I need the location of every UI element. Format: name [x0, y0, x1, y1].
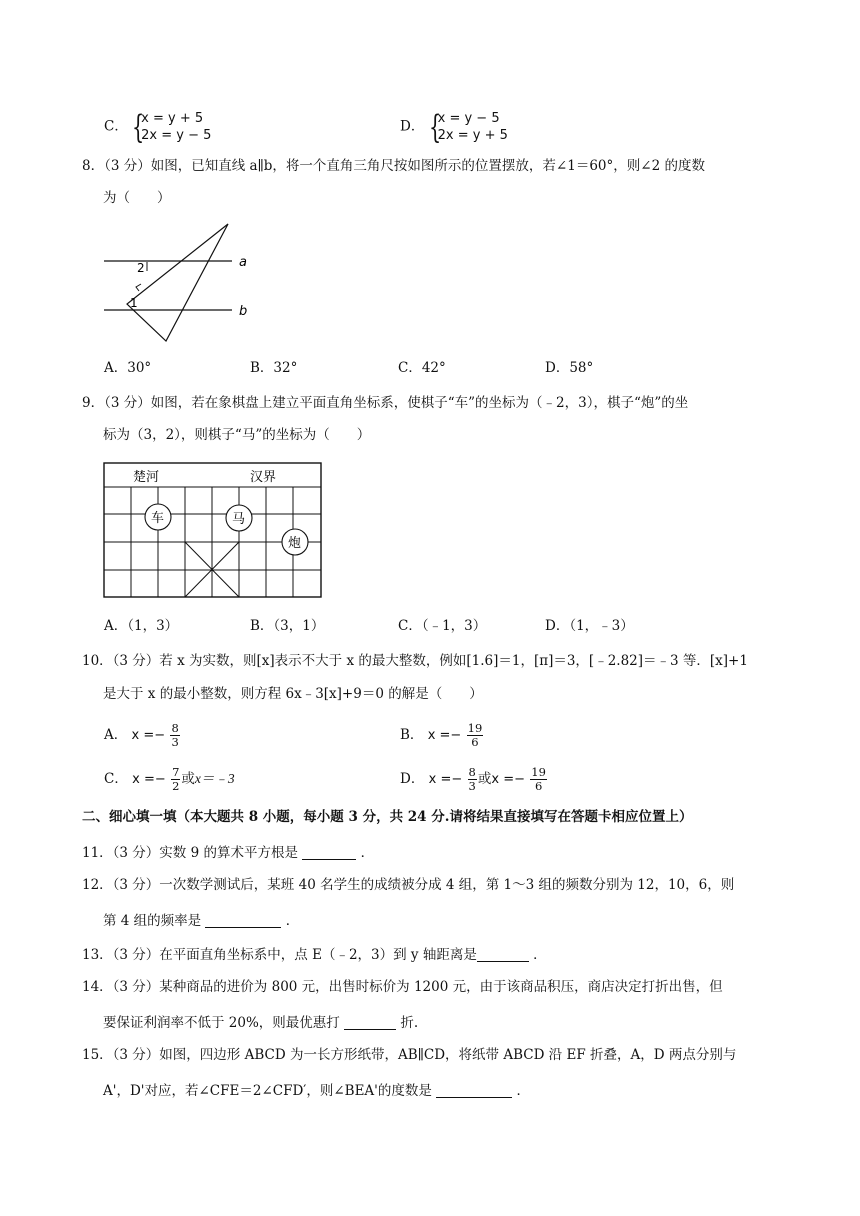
q10-b-pre: x =− [427, 728, 462, 743]
q10-c-den: 2 [172, 779, 180, 793]
q10-b-label: B． [400, 727, 424, 743]
q10-d-den2: 6 [534, 779, 543, 793]
q9-option-d: D．（1，﹣3） [545, 618, 634, 634]
q7-c-eq2: 2x = y − 5 [141, 128, 212, 143]
river-text-right: 汉界 [250, 470, 277, 485]
q10-stem-line1: 10．（3 分）若 x 为实数，则[x]表示不大于 x 的最大整数，例如[1.6]＝1，[π]＝3，[﹣2.82]＝﹣3 等．[x]+1 [82, 653, 748, 669]
q8-stem-line2: 为（ ） [103, 190, 171, 206]
piece-pao: 炮 [288, 536, 302, 551]
q14-answer-blank[interactable] [344, 1015, 396, 1030]
q10-a-label: A． [104, 727, 128, 743]
q12-text: 第 4 组的频率是 [103, 913, 202, 929]
q8-stem-line1: 8．（3 分）如图，已知直线 a∥b，将一个直角三角尺按如图所示的位置摆放，若∠1＝60°，则∠2 的度数 [82, 158, 705, 174]
q15-end: ． [516, 1083, 530, 1099]
brace-icon: { [132, 108, 145, 146]
q10-c-label: C． [104, 771, 128, 787]
q8-option-b: B．32° [250, 360, 298, 376]
q10-b-num: 19 [467, 720, 483, 735]
q12-end: ． [285, 913, 300, 929]
q9-option-c: C．（﹣1，3） [398, 618, 487, 634]
q10-option-c [104, 764, 235, 794]
q13-end: ． [533, 947, 547, 963]
q10-a-den: 3 [171, 735, 179, 749]
piece-che: 车 [151, 511, 165, 526]
q9-stem-line1: 9．（3 分）如图，若在象棋盘上建立平面直角坐标系，使棋子“车”的坐标为（﹣2，3），棋子“炮”的坐 [82, 395, 689, 411]
q8-option-d: D．58° [545, 360, 594, 376]
q14-end: 折. [400, 1015, 419, 1031]
q10-d-fraction-2 [530, 764, 547, 793]
section-2-heading: 二、细心填一填（本大题共 8 小题，每小题 3 分，共 24 分.请将结果直接填写在答题卡相应位置上） [82, 809, 693, 825]
q11-end: ． [360, 845, 375, 861]
label-b: b [239, 304, 248, 319]
q10-d-label: D． [400, 771, 425, 787]
q10-d-pre2: x =− [491, 772, 525, 787]
q13 [82, 947, 547, 963]
q7-option-d [400, 110, 508, 144]
q10-option-a [104, 720, 181, 750]
q10-a-pre: x =− [131, 728, 166, 743]
q14-text: 要保证利润率不低于 20%，则最优惠打 [103, 1015, 340, 1031]
q10-d-mid: 或 [477, 771, 492, 787]
q12-stem-line1: 12．（3 分）一次数学测试后，某班 40 名学生的成绩被分成 4 组，第 1～3 组的频数分别为 12，10，6，则 [82, 877, 735, 893]
q7-option-c-system [132, 110, 211, 144]
q10-c-num: 7 [172, 764, 180, 779]
q10-b-fraction [467, 720, 484, 749]
q11-answer-blank[interactable] [302, 845, 356, 860]
q10-a-fraction [170, 720, 179, 749]
q10-stem-line2: 是大于 x 的最小整数，则方程 6x﹣3[x]+9＝0 的解是（ ） [103, 686, 483, 702]
q8-option-c: C．42° [398, 360, 446, 376]
q9-stem-line2: 标为（3，2），则棋子“马”的坐标为（ ） [103, 427, 371, 443]
q15-answer-blank[interactable] [436, 1083, 512, 1098]
q7-option-d-system [429, 110, 508, 144]
triangle-ruler [127, 224, 228, 341]
q10-d-pre: x =− [428, 772, 463, 787]
q10-c-mid: 或 [181, 771, 195, 787]
right-angle-mark [136, 284, 141, 291]
q15-line2 [103, 1083, 530, 1099]
q10-d-num1: 8 [468, 764, 476, 779]
q10-c-post: x＝﹣3 [194, 771, 235, 786]
q12-line2 [103, 913, 299, 929]
q14-stem-line1: 14．（3 分）某种商品的进价为 800 元，出售时标价为 1200 元，由于该商品积压，商店决定打折出售，但 [82, 979, 723, 995]
label-angle-1: 1 [130, 296, 138, 310]
q13-answer-blank[interactable] [477, 947, 529, 962]
q7-option-c-label: C． [104, 118, 128, 135]
q9-option-a: A．（1，3） [104, 618, 179, 634]
q10-c-pre: x =− [132, 772, 166, 787]
q10-a-num: 8 [171, 720, 179, 735]
q7-c-eq1: x = y + 5 [141, 111, 204, 126]
q14-line2 [103, 1015, 418, 1031]
brace-icon: { [428, 108, 441, 146]
q15-stem-line1: 15．（3 分）如图，四边形 ABCD 为一长方形纸带，AB∥CD，将纸带 ABCD 沿 EF 折叠，A，D 两点分别与 [82, 1047, 737, 1063]
q12-answer-blank[interactable] [205, 913, 281, 928]
q10-c-fraction [171, 764, 180, 793]
q8-option-a: A．30° [104, 360, 152, 376]
chess-board [100, 460, 326, 600]
q7-option-c [104, 110, 211, 144]
q10-d-num2: 19 [531, 764, 546, 779]
label-angle-2: 2 [137, 261, 145, 275]
q8-figure [100, 218, 260, 346]
q7-option-d-label: D． [400, 118, 425, 135]
q10-d-fraction-1 [468, 764, 477, 793]
piece-ma: 马 [232, 512, 246, 527]
q10-option-b [400, 720, 484, 750]
q9-option-b: B．（3，1） [250, 618, 325, 634]
river-text-left: 楚河 [133, 470, 160, 485]
q10-option-d [400, 764, 548, 794]
q10-b-den: 6 [471, 735, 479, 749]
label-a: a [239, 255, 247, 270]
q7-d-eq1: x = y − 5 [437, 111, 500, 126]
q11 [82, 845, 374, 861]
q7-d-eq2: 2x = y + 5 [437, 128, 508, 143]
q10-d-den1: 3 [468, 779, 476, 793]
q15-text: A'，D'对应，若∠CFE＝2∠CFD′，则∠BEA'的度数是 [103, 1083, 432, 1099]
q11-text: 11．（3 分）实数 9 的算术平方根是 [82, 845, 298, 861]
q13-text: 13．（3 分）在平面直角坐标系中，点 E（﹣2，3）到 y 轴距离是 [82, 947, 477, 963]
